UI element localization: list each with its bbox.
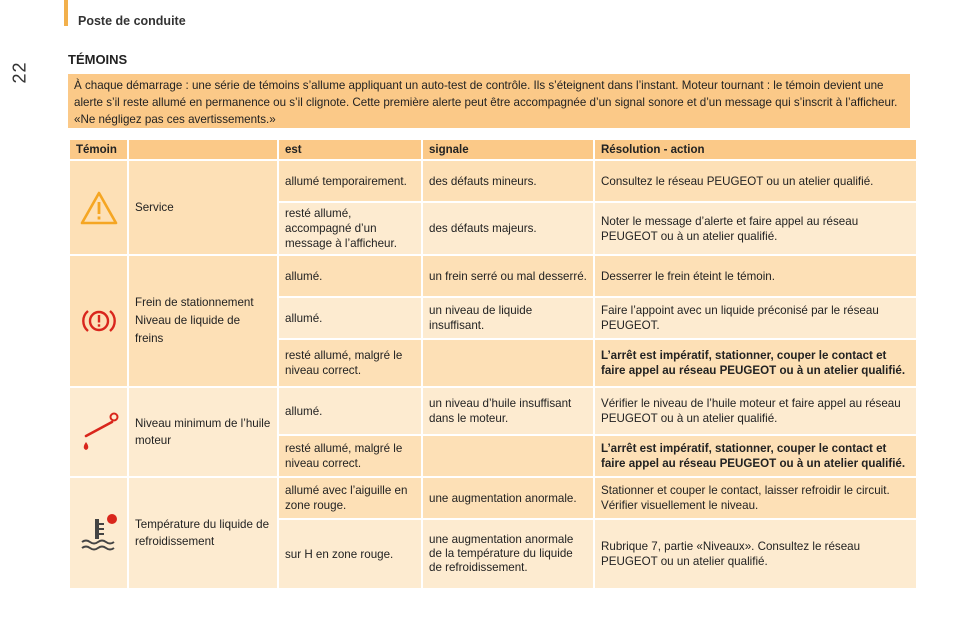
header-action: Résolution - action xyxy=(595,140,916,159)
table-row xyxy=(70,388,916,434)
header-temoin: Témoin xyxy=(70,140,127,159)
section-title: TÉMOINS xyxy=(68,52,128,67)
icon-cell-coolant xyxy=(70,478,127,588)
cell-est: resté allumé, accompagné d’un message à l’afficheur. xyxy=(279,203,421,254)
cell-signale: des défauts majeurs. xyxy=(423,203,593,254)
parking-brake-icon xyxy=(76,307,121,335)
temoin-name: Température du liquide de refroidissement xyxy=(129,478,277,588)
cell-signale: des défauts mineurs. xyxy=(423,161,593,201)
cell-action: Desserrer le frein éteint le témoin. xyxy=(595,256,916,296)
cell-signale xyxy=(423,340,593,386)
cell-est: resté allumé, malgré le niveau correct. xyxy=(279,436,421,476)
page-number: 22 xyxy=(9,61,30,84)
header-accent-bar xyxy=(64,0,68,26)
cell-action: Faire l’appoint avec un liquide préconisé par le réseau PEUGEOT. xyxy=(595,298,916,338)
cell-signale: un frein serré ou mal desserré. xyxy=(423,256,593,296)
icon-cell-service xyxy=(70,161,127,254)
cell-est: resté allumé, malgré le niveau correct. xyxy=(279,340,421,386)
cell-est: allumé. xyxy=(279,388,421,434)
temoin-name: Niveau minimum de l’huile moteur xyxy=(129,388,277,476)
cell-signale xyxy=(423,436,593,476)
header-est: est xyxy=(279,140,421,159)
cell-signale: une augmentation anormale de la température du liquide de refroidissement. xyxy=(423,520,593,588)
header-signale: signale xyxy=(423,140,593,159)
table-header-row xyxy=(70,140,916,159)
cell-est: allumé avec l’aiguille en zone rouge. xyxy=(279,478,421,518)
cell-signale: un niveau d’huile insuffisant dans le moteur. xyxy=(423,388,593,434)
table-row xyxy=(70,256,916,296)
cell-est: allumé. xyxy=(279,256,421,296)
cell-action: Rubrique 7, partie «Niveaux». Consultez le réseau PEUGEOT ou un atelier qualifié. xyxy=(595,520,916,588)
table-row xyxy=(70,478,916,518)
cell-signale: un niveau de liquide insuffisant. xyxy=(423,298,593,338)
coolant-temperature-icon xyxy=(76,511,121,555)
cell-est: sur H en zone rouge. xyxy=(279,520,421,588)
warning-triangle-icon xyxy=(76,190,121,226)
cell-est: allumé. xyxy=(279,298,421,338)
cell-action: L’arrêt est impératif, stationner, couper le contact et faire appel au réseau PEUGEOT ou à un atelier qualifié. xyxy=(595,436,916,476)
header-name xyxy=(129,140,277,159)
cell-action: Vérifier le niveau de l’huile moteur et faire appel au réseau PEUGEOT ou à un atelier qualifié. xyxy=(595,388,916,434)
oil-level-icon xyxy=(76,410,121,454)
cell-action: Stationner et couper le contact, laisser refroidir le circuit. Vérifier visuellement le niveau. xyxy=(595,478,916,518)
table-row xyxy=(70,161,916,201)
icon-cell-brake xyxy=(70,256,127,386)
temoin-name: Service xyxy=(129,161,277,254)
cell-est: allumé temporairement. xyxy=(279,161,421,201)
temoin-name: Frein de stationnement Niveau de liquide de freins xyxy=(129,256,277,386)
cell-action: Noter le message d’alerte et faire appel au réseau PEUGEOT ou à un atelier qualifié. xyxy=(595,203,916,254)
intro-paragraph: À chaque démarrage : une série de témoins s’allume appliquant un auto-test de contrôle. Ils s’éteignent dans l’instant. Moteur tournant : le témoin devient une alerte s’il reste allumé en permanence ou s’il clignote. Cette première alerte peut être accompagnée d’un signal sonore et d’un message qui s’inscrit à l’afficheur. «Ne négligez pas ces avertissements.» xyxy=(68,74,910,128)
temoins-table xyxy=(68,138,918,590)
header-title: Poste de conduite xyxy=(78,14,186,28)
icon-cell-oil xyxy=(70,388,127,476)
cell-signale: une augmentation anormale. xyxy=(423,478,593,518)
cell-action: L’arrêt est impératif, stationner, couper le contact et faire appel au réseau PEUGEOT ou à un atelier qualifié. xyxy=(595,340,916,386)
cell-action: Consultez le réseau PEUGEOT ou un atelier qualifié. xyxy=(595,161,916,201)
